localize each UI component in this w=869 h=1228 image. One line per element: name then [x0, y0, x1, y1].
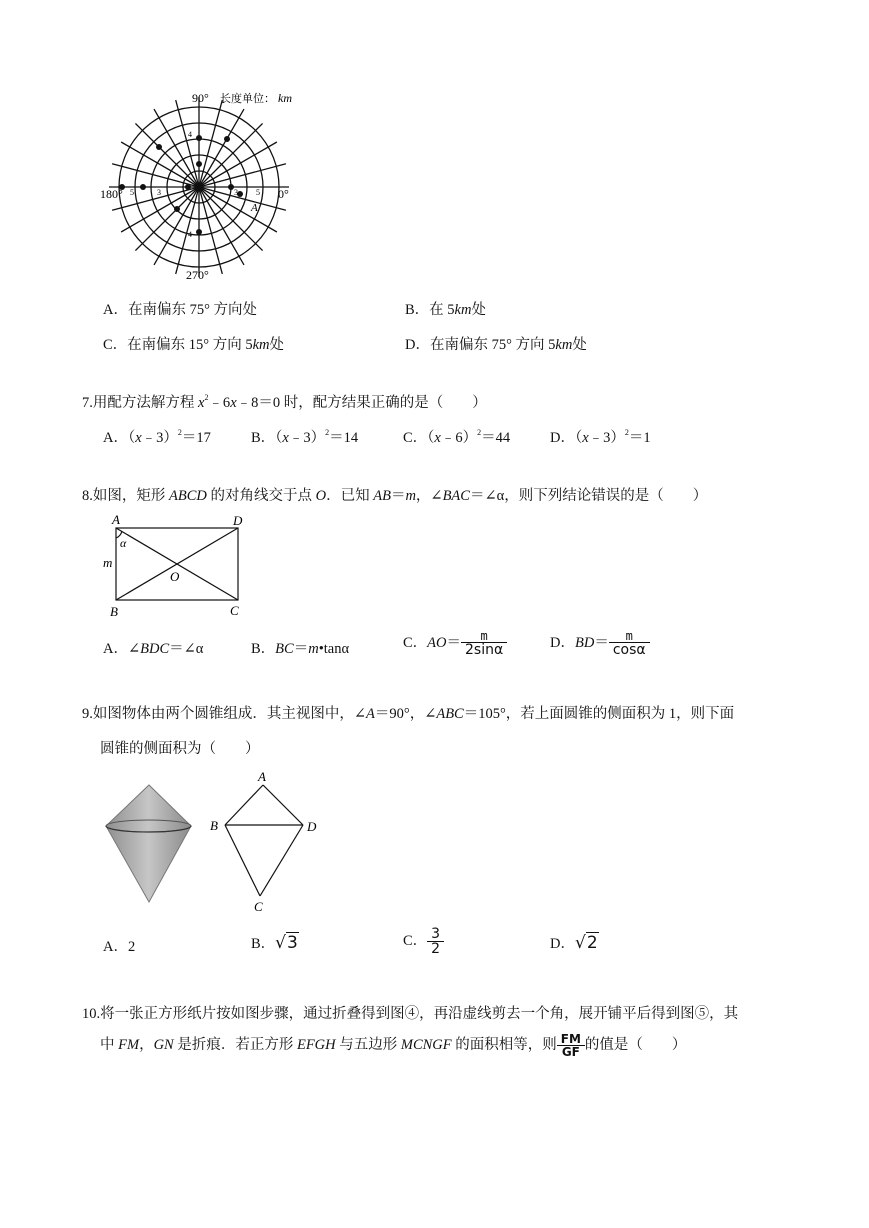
q6-option-a-text: A．在南偏东 75° 方向处: [103, 302, 258, 318]
q7-option-d-x: x: [582, 430, 589, 446]
q10-fraction: [557, 1033, 585, 1058]
ring-label-5: 5: [130, 188, 134, 197]
q8-stem-p6: ＝∠α，则下列结论错误的是（ ）: [469, 488, 708, 504]
q8-option-a-post: ＝∠α: [169, 641, 204, 657]
q6-option-b-post: 处: [471, 302, 486, 318]
rect-label-b: B: [110, 604, 118, 619]
q7-var-x: x: [198, 395, 205, 411]
q9-option-b-label: B．: [251, 936, 276, 952]
q7-option-c[interactable]: [403, 426, 510, 447]
q6-option-c[interactable]: [103, 333, 284, 354]
ring-label-4-bottom: 4: [188, 230, 192, 239]
q7-option-b-exp: 2: [325, 428, 330, 437]
q9-option-c-label: C．: [403, 932, 428, 949]
q8-stem-p4: ＝: [390, 488, 406, 504]
q7-stem: [82, 391, 487, 412]
q8-option-c-ao: AO: [427, 634, 447, 651]
q10-line2-efgh: EFGH: [296, 1037, 336, 1053]
q7-option-d-label: D．（: [550, 430, 583, 446]
ring-label-3: 3: [157, 188, 161, 197]
q7-stem-mid: ﹣6: [208, 395, 231, 411]
q8-option-b-label: B．: [251, 641, 276, 657]
q10-stem-line1: 10.将一张正方形纸片按如图步骤，通过折叠得到图④，再沿虚线剪去一个角，展开铺平后得到图⑤，其: [82, 1006, 739, 1022]
q9-option-c-fraction: [427, 927, 444, 956]
q7-option-a-x: x: [135, 430, 142, 446]
q8-option-d-label: D．: [550, 634, 575, 651]
q8-option-d-eq: ＝: [594, 634, 609, 651]
polar-unit: km: [278, 91, 292, 105]
q9-line1-p1: 9.如图物体由两个圆锥组成．其主视图中，∠: [82, 706, 367, 722]
q7-option-a-exp: 2: [177, 428, 182, 437]
q7-option-d[interactable]: [550, 426, 651, 447]
q8-option-b[interactable]: [251, 637, 349, 658]
polar-unit-label: 长度单位：: [220, 93, 275, 105]
q10-line2-fm: FM: [118, 1037, 140, 1053]
q7-option-b-label: B．（: [251, 430, 283, 446]
rect-label-alpha: α: [120, 536, 127, 550]
q8-option-b-eq: ＝: [293, 641, 309, 657]
q9-option-c-denominator: 2: [431, 941, 441, 957]
q6-option-d[interactable]: [405, 333, 587, 354]
q7-option-d-exp: 2: [624, 428, 629, 437]
q8-stem-ab: AB: [373, 488, 391, 504]
q8-stem-p3: ．已知: [326, 488, 374, 504]
q10-line2-gn: GN: [153, 1037, 174, 1053]
q9-stem-line1: [82, 702, 734, 723]
q8-option-b-post: •tanα: [318, 641, 350, 657]
q7-option-a-label: A．（: [103, 430, 136, 446]
q8-option-b-bc: BC: [275, 641, 294, 657]
q8-stem-p1: 8.如图，矩形: [82, 488, 169, 504]
q7-option-c-rhs: ＝44: [481, 430, 511, 446]
q8-option-d-bd: BD: [574, 634, 595, 651]
q10-line2-p6: 的值是（ ）: [584, 1037, 687, 1053]
rect-label-a: A: [112, 512, 120, 527]
q7-option-d-mid: ﹣3）: [588, 430, 625, 446]
point-a-label: A: [251, 202, 258, 214]
q7-option-a[interactable]: [103, 426, 211, 447]
polar-grid-figure: [100, 85, 310, 285]
rectangle-figure: [100, 510, 260, 622]
q8-stem-m: m: [405, 488, 416, 504]
q10-line2-mcngf: MCNGF: [400, 1037, 452, 1053]
ring-label-3-right: 3: [234, 188, 238, 197]
rect-label-c: C: [230, 603, 239, 618]
q8-option-c-numerator: m: [461, 630, 507, 643]
q9-option-a[interactable]: A．2: [103, 939, 136, 955]
q8-stem-p2: 的对角线交于点: [206, 488, 316, 504]
q8-stem-o: O: [315, 488, 327, 504]
q8-stem-p5: ，∠: [415, 488, 443, 504]
q7-var-x-2: x: [230, 395, 237, 411]
q10-line2-p4: 与五边形: [335, 1037, 401, 1053]
rect-label-m: m: [103, 555, 113, 570]
q8-option-a-label: A．∠: [103, 641, 141, 657]
q8-option-c-denominator: 2sinα: [465, 642, 504, 658]
q9-option-d-sqrt: √2: [574, 933, 598, 953]
q6-option-a[interactable]: [103, 298, 257, 319]
q8-option-d-denominator: cosα: [612, 642, 646, 658]
q7-option-d-rhs: ＝1: [628, 430, 651, 446]
q9-option-b[interactable]: [251, 932, 299, 953]
q8-stem-abcd: ABCD: [169, 488, 207, 504]
q6-option-b-unit: km: [454, 302, 472, 318]
q6-option-d-post: 处: [572, 337, 587, 353]
q8-option-c-label: C．: [403, 634, 428, 651]
q6-option-c-unit: km: [252, 337, 270, 353]
cone-label-c: C: [254, 899, 263, 914]
q6-option-d-text: D．在南偏东 75° 方向 5: [405, 337, 556, 353]
q6-option-d-unit: km: [555, 337, 573, 353]
q10-stem-line2: [100, 1033, 686, 1058]
q7-option-c-label: C．（: [403, 430, 435, 446]
cone-front-view-figure: [205, 768, 330, 916]
q6-option-b[interactable]: [405, 298, 486, 319]
q7-option-a-mid: ﹣3）: [141, 430, 178, 446]
q9-line1-a: A: [366, 706, 375, 722]
q6-option-c-text: C．在南偏东 15° 方向 5: [103, 337, 253, 353]
q8-stem-bac: BAC: [442, 488, 470, 504]
q8-option-b-m: m: [308, 641, 319, 657]
q8-option-a[interactable]: [103, 637, 203, 658]
q7-option-c-mid: ﹣6）: [440, 430, 478, 446]
ring-label-5-right: 5: [256, 188, 260, 197]
q10-line2-p1: 中: [100, 1037, 119, 1053]
q9-option-c-numerator: 3: [427, 927, 444, 942]
q8-option-c[interactable]: [403, 630, 507, 657]
q8-option-d-numerator: m: [609, 630, 650, 643]
polar-bottom-label: 270°: [186, 268, 209, 282]
q9-stem-line2: 圆锥的侧面积为（ ）: [100, 741, 260, 757]
q8-option-d[interactable]: [550, 630, 650, 657]
polar-left-label: 180°: [100, 187, 123, 201]
q8-stem: [82, 484, 707, 505]
q8-option-c-fraction: [461, 630, 507, 657]
q7-option-b-mid: ﹣3）: [288, 430, 326, 446]
polar-top-label: 90°: [192, 91, 209, 105]
q9-line1-p3: ＝105°，若上面圆锥的侧面积为 1，则下面: [463, 706, 735, 722]
cone-label-b: B: [210, 818, 218, 833]
double-cone-3d-figure: [104, 783, 194, 905]
q6-option-b-text: B．在 5: [405, 302, 455, 318]
q7-option-b[interactable]: [251, 426, 358, 447]
q10-fraction-denominator: GF: [561, 1045, 580, 1060]
q7-stem-pre: 7.用配方法解方程: [82, 395, 198, 411]
q9-option-c[interactable]: [403, 927, 444, 956]
q7-exponent: 2: [204, 393, 209, 402]
q9-line1-p2: ＝90°，∠: [374, 706, 437, 722]
q9-option-d-label: D．: [550, 936, 575, 952]
q10-line2-p3: 是折痕．若正方形: [173, 1037, 297, 1053]
q7-option-c-x: x: [434, 430, 441, 446]
q8-option-a-bdc: BDC: [140, 641, 170, 657]
q10-line2-p2: ，: [139, 1037, 154, 1053]
q6-option-c-post: 处: [269, 337, 285, 353]
q7-option-a-rhs: ＝17: [181, 430, 211, 446]
cone-label-d: D: [307, 819, 317, 834]
rect-label-d: D: [233, 513, 243, 528]
q7-option-b-x: x: [282, 430, 289, 446]
ring-label-4-top: 4: [188, 130, 192, 139]
q9-option-d-radicand: 2: [586, 933, 598, 953]
q7-stem-post: ﹣8＝0 时，配方结果正确的是（ ）: [236, 395, 487, 411]
cone-label-a: A: [258, 769, 266, 784]
q8-option-c-eq: ＝: [446, 634, 462, 651]
polar-right-label: 0°: [278, 187, 289, 201]
q9-line1-abc: ABC: [436, 706, 464, 722]
q7-option-b-rhs: ＝14: [329, 430, 359, 446]
rect-label-o: O: [170, 569, 180, 584]
q10-fraction-numerator: FM: [557, 1033, 585, 1046]
q9-option-b-sqrt: √3: [275, 933, 298, 953]
q9-option-b-radicand: 3: [287, 933, 298, 953]
q7-option-c-exp: 2: [477, 428, 482, 437]
q10-line2-p5: 的面积相等，则: [451, 1037, 557, 1053]
q8-option-d-fraction: [609, 630, 650, 657]
q9-option-d[interactable]: [550, 932, 599, 953]
